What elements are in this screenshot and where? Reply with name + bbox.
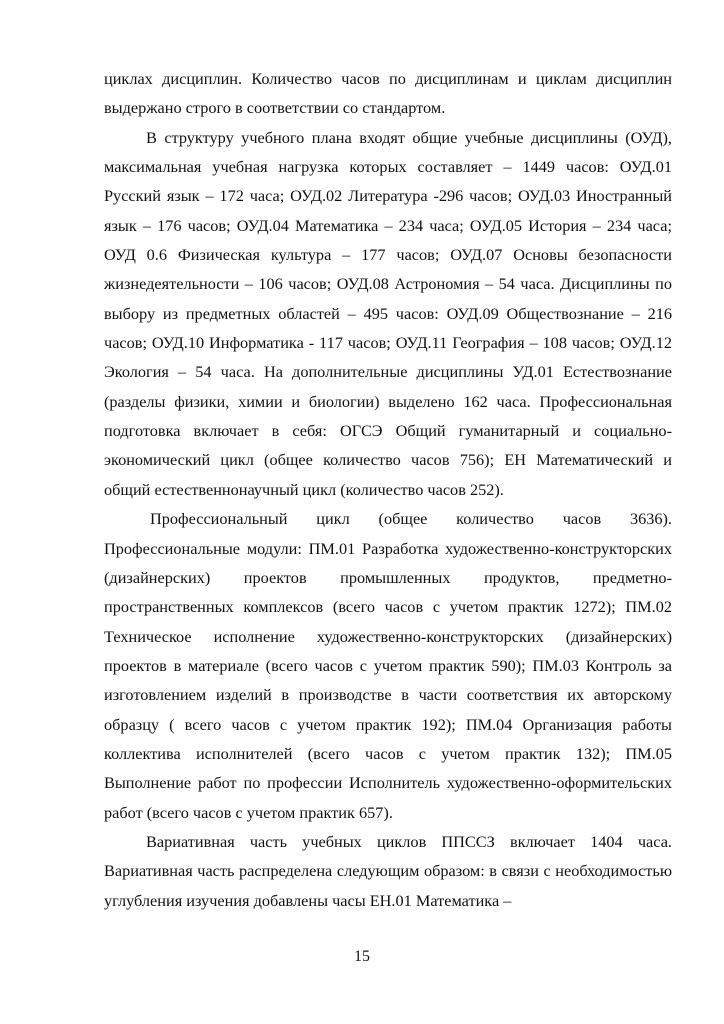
- paragraph-general-disciplines: В структуру учебного плана входят общие учебные дисциплины (ОУД), максимальная учебная нагрузка которых составляет – 1449 часов: ОУД.01 Русский язык – 172 часа; ОУД.02 Литература -296 часов; ОУД.03 Иностранный язык – 176 часов; ОУД.04 Математика – 234 часа; ОУД.05 История – 234 часа; ОУД 0.6 Физическая культура – 177 часов; ОУД.07 Основы безопасности жизнедеятельности – 106 часов; ОУД.08 Астрономия – 54 часа. Дисциплины по выбору из предметных областей – 495 часов: ОУД.09 Обществознание – 216 часов; ОУД.10 Информатика - 117 часов; ОУД.11 География – 108 часов; ОУД.12 Экология – 54 часа. На дополнительные дисциплины УД.01 Естествознание (разделы физики, химии и биологии) выделено 162 часа. Профессиональная подготовка включает в себя: ОГСЭ Общий гуманитарный и социально-экономический цикл (общее количество часов 756); ЕН Математический и общий естественнонаучный цикл (количество часов 252).: [104, 127, 672, 499]
- paragraph-professional-cycle: Профессиональный цикл (общее количество часов 3636). Профессиональные модули: ПМ.01 Разработка художественно-конструкторских (дизайнерских) проектов промышленных продуктов, предметно-пространственных комплексов (всего часов с учетом практик 1272); ПМ.02 Техническое исполнение художественно-конструкторских (дизайнерских) проектов в материале (всего часов с учетом практик 590); ПМ.03 Контроль за изготовлением изделий в производстве в части соответствия их авторскому образцу ( всего часов с учетом практик 192); ПМ.04 Организация работы коллектива исполнителей (всего часов с учетом практик 132); ПМ.05 Выполнение работ по профессии Исполнитель художественно-оформительских работ (всего часов с учетом практик 657).: [104, 509, 672, 822]
- page-number: 15: [354, 948, 370, 965]
- paragraph-continuation: циклах дисциплин. Количество часов по дисциплинам и циклам дисциплин выдержано строго в соответствии со стандартом.: [104, 69, 672, 118]
- paragraph-variable-part: Вариативная часть учебных циклов ППССЗ включает 1404 часа. Вариативная часть распределена следующим образом: в связи с необходимостью углубления изучения добавлены часы ЕН.01 Математика –: [104, 831, 672, 910]
- body-text: [104, 64, 672, 915]
